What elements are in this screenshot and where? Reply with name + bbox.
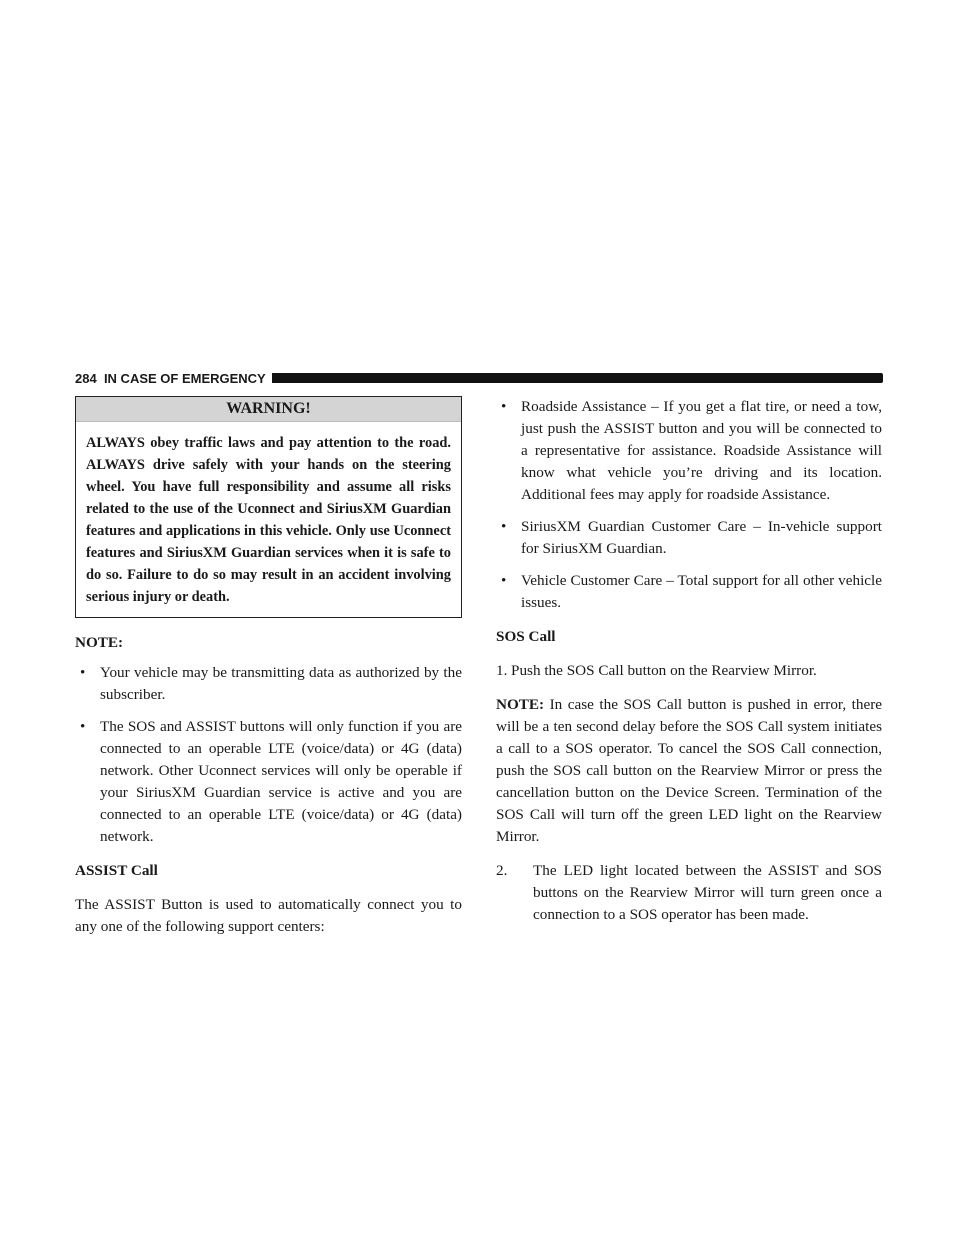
sos-step-2: [496, 860, 882, 926]
sos-heading: SOS Call: [496, 628, 556, 645]
list-item-text: SiriusXM Guardian Customer Care – In-vehicle support for SiriusXM Guardian.: [521, 518, 882, 557]
step-text: The LED light located between the ASSIST and SOS buttons on the Rearview Mirror will turn green once a connection to a SOS operator has been made.: [533, 862, 882, 923]
bullet-icon: •: [80, 664, 86, 681]
assist-intro: The ASSIST Button is used to automatically connect you to any one of the following support centers:: [75, 896, 462, 935]
bullet-icon: •: [501, 398, 507, 415]
sos-step-1: [496, 660, 882, 682]
warning-box: [75, 396, 462, 618]
warning-body: ALWAYS obey traffic laws and pay attention to the road. ALWAYS drive safely with your hands on the steering wheel. You have full responsibility and assume all risks related to the use of the Uconnect and SiriusXM Guardian features and applications in this vehicle. Only use Uconnect features and SiriusXM Guardian services when it is safe to do so. Failure to do so may result in an accident involving serious injury or death.: [86, 435, 451, 605]
list-item-text: Roadside Assistance – If you get a flat tire, or need a tow, just push the ASSIST button and you will be connected to a representative for assistance. Roadside Assistance will know what vehicle you’re driving and its location. Additional fees may apply for roadside Assistance.: [521, 398, 882, 503]
list-item: [496, 570, 882, 614]
warning-title: WARNING!: [76, 397, 461, 422]
assist-heading: ASSIST Call: [75, 862, 158, 879]
sos-note-text: In case the SOS Call button is pushed in error, there will be a ten second delay before the SOS Call system initiates a call to a SOS operator. To cancel the SOS Call connection, push the SOS call button on the Rearview Mirror or press the cancellation button on the Device Screen. Termination of the SOS Call will turn off the green LED light on the Rearview Mirror.: [496, 696, 883, 845]
list-item: [496, 396, 882, 506]
page-header: [75, 370, 883, 386]
bullet-icon: •: [80, 718, 86, 735]
sos-note-label: NOTE:: [496, 696, 545, 713]
list-item-text: Your vehicle may be transmitting data as authorized by the subscriber.: [100, 664, 462, 703]
step-number: 1.: [496, 662, 508, 679]
list-item: [75, 716, 462, 848]
bullet-icon: •: [501, 518, 507, 535]
left-column: [75, 396, 462, 950]
section-title: IN CASE OF EMERGENCY: [103, 370, 266, 386]
note-bullets: [75, 662, 462, 848]
list-item-text: The SOS and ASSIST buttons will only function if you are connected to an operable LTE (voice/data) or 4G (data) network. Other Uconnect services will only be operable if your SiriusXM Guardian service is active and you are connected to an operable LTE (voice/data) or 4G (data) network.: [100, 718, 462, 845]
sos-note: [496, 694, 882, 848]
page-number-and-section: [75, 371, 272, 386]
page-number: 284: [75, 370, 97, 386]
list-item: [75, 662, 462, 706]
bullet-icon: •: [501, 572, 507, 589]
step-number: 2.: [496, 862, 508, 879]
note-label: NOTE:: [75, 634, 124, 651]
right-column: [496, 396, 882, 938]
assist-bullets: [496, 396, 882, 614]
list-item: [496, 516, 882, 560]
header-rule: [272, 373, 883, 383]
step-text: Push the SOS Call button on the Rearview Mirror.: [511, 662, 817, 679]
list-item-text: Vehicle Customer Care – Total support for all other vehicle issues.: [521, 572, 882, 611]
